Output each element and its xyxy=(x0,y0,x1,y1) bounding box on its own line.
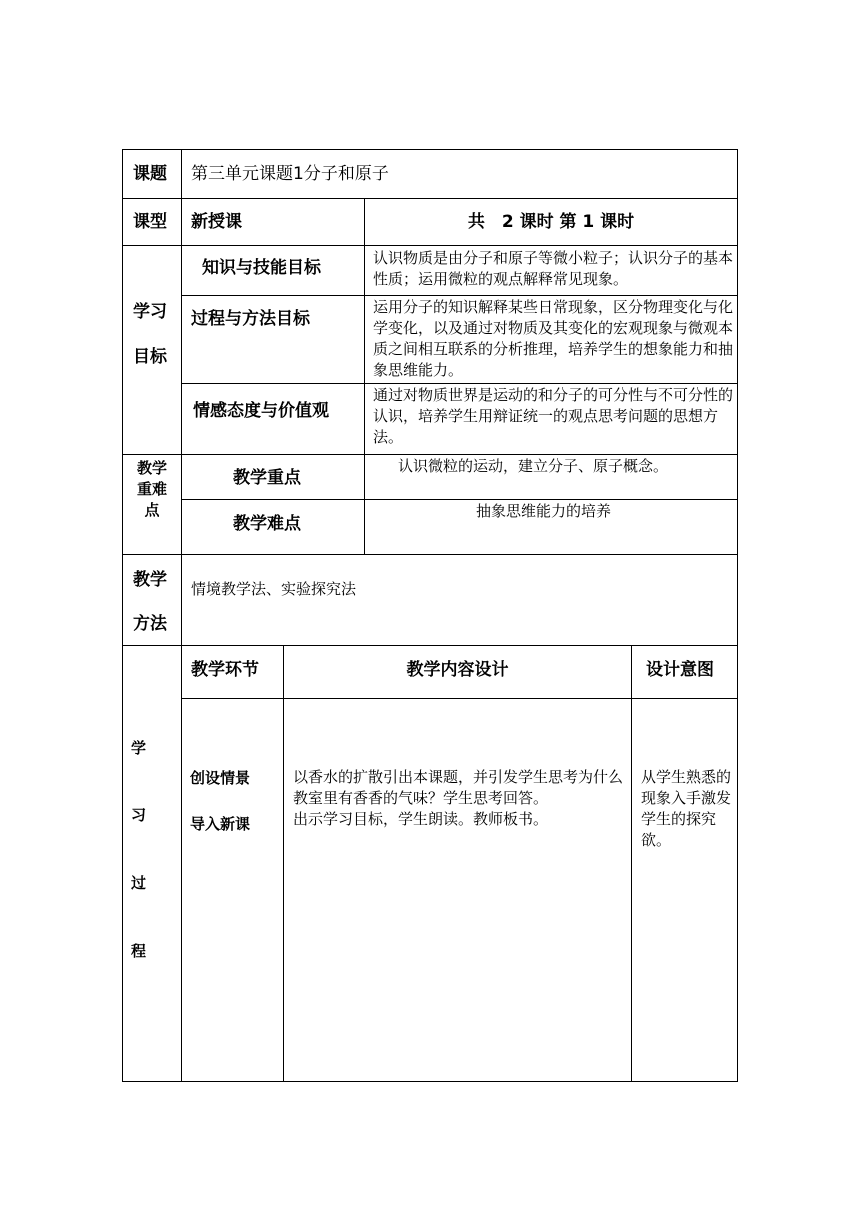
focus-name-cell xyxy=(181,454,365,500)
emotion-goal-text-cell xyxy=(364,383,738,455)
keypoints-label-line2: 重难 xyxy=(136,480,167,498)
process-goal-name: 过程与方法目标 xyxy=(191,309,310,329)
method-label-cell xyxy=(122,554,182,646)
emotion-goal-name: 情感态度与价值观 xyxy=(193,401,329,421)
intent-header-cell xyxy=(631,645,738,699)
process-goal-name-cell xyxy=(181,295,365,384)
difficulty-name-cell xyxy=(181,499,365,555)
stage-header: 教学环节 xyxy=(191,660,259,680)
emotion-goal-name-cell xyxy=(181,383,365,455)
content-header-cell xyxy=(283,645,632,699)
method-label-line1: 教学 xyxy=(133,570,167,590)
content-cell xyxy=(283,698,632,1082)
process-label-char-3: 过 xyxy=(131,874,147,892)
focus-name: 教学重点 xyxy=(233,468,301,488)
topic-value-cell xyxy=(181,149,738,199)
knowledge-goal-name-cell xyxy=(181,245,365,296)
goals-label-cell xyxy=(122,245,182,455)
content-text: 以香水的扩散引出本课题，并引发学生思考为什么教室里有香香的气味？学生思考回答。 出示学习目标，学生朗读。教师板书。 xyxy=(293,768,624,828)
type-label: 课型 xyxy=(133,212,167,232)
process-label-char-2: 习 xyxy=(131,806,147,824)
stage-cell xyxy=(181,698,284,1082)
method-label-line2: 方法 xyxy=(133,614,167,634)
type-value-cell xyxy=(181,198,365,246)
stage-line1: 创设情景 xyxy=(190,769,251,787)
focus-text: 认识微粒的运动，建立分子、原子概念。 xyxy=(398,457,669,475)
intent-text: 从学生熟悉的现象入手激发学生的探究欲。 xyxy=(641,768,732,849)
difficulty-name: 教学难点 xyxy=(233,514,301,534)
goals-label-line2: 目标 xyxy=(133,347,167,367)
process-label-char-4: 程 xyxy=(131,942,147,960)
knowledge-goal-name: 知识与技能目标 xyxy=(202,258,321,278)
stage-header-cell xyxy=(181,645,284,699)
process-goal-text-cell xyxy=(364,295,738,384)
method-text: 情境教学法、实验探究法 xyxy=(191,580,357,598)
intent-header: 设计意图 xyxy=(646,660,714,680)
knowledge-goal-text: 认识物质是由分子和原子等微小粒子；认识分子的基本性质；运用微粒的观点解释常见现象。 xyxy=(373,249,734,288)
process-label-char-1: 学 xyxy=(131,739,147,757)
knowledge-goal-text-cell xyxy=(364,245,738,296)
topic-label-cell xyxy=(122,149,182,199)
emotion-goal-text: 通过对物质世界是运动的和分子的可分性与不可分性的认识，培养学生用辩证统一的观点思考问题的思想方法。 xyxy=(373,386,734,446)
intent-cell xyxy=(631,698,738,1082)
keypoints-label-line1: 教学 xyxy=(136,459,167,477)
keypoints-label-cell xyxy=(122,454,182,555)
keypoints-label-line3: 点 xyxy=(144,501,160,519)
process-label-cell xyxy=(122,645,182,1082)
topic-label: 课题 xyxy=(133,164,167,184)
type-label-cell xyxy=(122,198,182,246)
stage-line2: 导入新课 xyxy=(190,815,251,833)
method-text-cell xyxy=(181,554,738,646)
difficulty-text-cell xyxy=(364,499,738,555)
content-header: 教学内容设计 xyxy=(406,660,509,680)
periods-value: 共 2 课时 第 1 课时 xyxy=(467,212,635,232)
goals-label-line1: 学习 xyxy=(133,302,167,322)
periods-cell xyxy=(364,198,738,246)
type-value: 新授课 xyxy=(191,212,242,232)
topic-value: 第三单元课题1分子和原子 xyxy=(191,164,389,184)
focus-text-cell xyxy=(364,454,738,500)
process-goal-text: 运用分子的知识解释某些日常现象，区分物理变化与化学变化，以及通过对物质及其变化的宏观现象与微观本质之间相互联系的分析推理，培养学生的想象能力和抽象思维能力。 xyxy=(373,298,734,379)
difficulty-text: 抽象思维能力的培养 xyxy=(476,502,612,520)
